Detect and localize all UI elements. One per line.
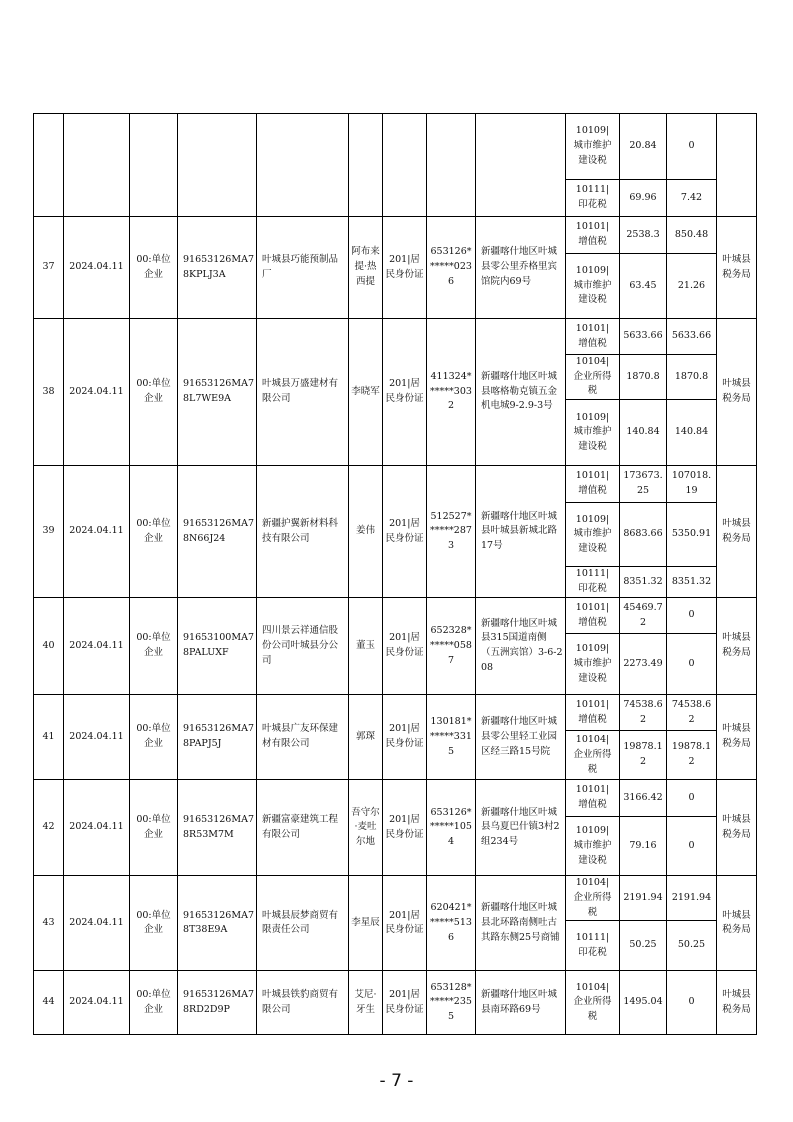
taxpayer-type-cell: 00:单位企业 <box>130 598 178 695</box>
tax-balance-cell: 21.26 <box>667 254 717 319</box>
tax-item-cell <box>566 921 620 971</box>
tax-item-code: 10101| <box>575 322 610 334</box>
company-name-cell: 四川景云祥通信股份公司叶城县分公司 <box>257 598 349 695</box>
company-name-cell: 叶城县巧能预制品厂 <box>257 217 349 319</box>
date-cell: 2024.04.11 <box>64 598 130 695</box>
tax-item-code: 10109| <box>575 513 610 525</box>
legal-person-cell: 董玉 <box>349 598 383 695</box>
tax-balance-cell: 0 <box>667 780 717 817</box>
id-number-cell: 620421******5136 <box>427 876 476 971</box>
tax-item-name: 增值税 <box>578 337 607 349</box>
page-number: - 7 - <box>379 1071 414 1091</box>
tax-amount-cell: 74538.62 <box>620 695 667 731</box>
tax-item-code: 10101| <box>575 784 610 796</box>
credit-code-cell: 91653126MA78L7WE9A <box>178 319 257 466</box>
empty-cell <box>717 114 757 217</box>
tax-item-cell <box>566 466 620 503</box>
date-cell: 2024.04.11 <box>64 971 130 1035</box>
table-row <box>34 695 757 731</box>
id-type-cell: 201|居民身份证 <box>383 598 427 695</box>
tax-balance-cell: 0 <box>667 634 717 695</box>
tax-item-name: 城市维护建设税 <box>573 279 612 306</box>
tax-item-code: 10104| <box>575 877 610 889</box>
table-row <box>34 598 757 634</box>
tax-item-code: 10109| <box>575 125 610 137</box>
date-cell: 2024.04.11 <box>64 466 130 598</box>
company-name-cell: 新疆护翼新材料科技有限公司 <box>257 466 349 598</box>
tax-amount-cell: 2191.94 <box>620 876 667 921</box>
address-cell: 新疆喀什地区叶城县北环路南侧吐古其路东侧25号商铺 <box>476 876 566 971</box>
tax-amount-cell: 8683.66 <box>620 503 667 567</box>
address-cell: 新疆喀什地区叶城县零公里轻工业园区经三路15号院 <box>476 695 566 780</box>
id-type-cell: 201|居民身份证 <box>383 466 427 598</box>
continuation-row <box>34 114 757 180</box>
legal-person-cell: 阿布来提·热西提 <box>349 217 383 319</box>
row-number-cell: 38 <box>34 319 64 466</box>
taxpayer-type-cell: 00:单位企业 <box>130 876 178 971</box>
tax-balance-cell: 50.25 <box>667 921 717 971</box>
address-cell: 新疆喀什地区叶城县315国道南侧（五洲宾馆）3-6-208 <box>476 598 566 695</box>
id-number-cell: 512527******2873 <box>427 466 476 598</box>
address-cell: 新疆喀什地区叶城县南环路69号 <box>476 971 566 1035</box>
tax-item-cell <box>566 971 620 1035</box>
date-cell: 2024.04.11 <box>64 780 130 876</box>
tax-item-name: 印花税 <box>578 583 607 595</box>
table-row <box>34 971 757 1035</box>
tax-balance-cell: 1870.8 <box>667 355 717 400</box>
company-name-cell: 新疆富豪建筑工程有限公司 <box>257 780 349 876</box>
tax-item-code: 10111| <box>575 184 610 196</box>
tax-balance-cell: 5633.66 <box>667 319 717 355</box>
tax-item-code: 10109| <box>575 264 610 276</box>
tax-balance-cell: 0 <box>667 817 717 876</box>
tax-item-code: 10109| <box>575 643 610 655</box>
tax-authority-cell: 叶城县税务局 <box>717 780 757 876</box>
tax-balance-cell: 7.42 <box>667 180 717 217</box>
id-type-cell: 201|居民身份证 <box>383 319 427 466</box>
tax-amount-cell: 2538.3 <box>620 217 667 254</box>
company-name-cell: 叶城县辰梦商贸有限责任公司 <box>257 876 349 971</box>
tax-balance-cell: 8351.32 <box>667 567 717 598</box>
tax-item-code: 10109| <box>575 825 610 837</box>
empty-cell <box>349 114 383 217</box>
id-type-cell: 201|居民身份证 <box>383 217 427 319</box>
tax-item-cell <box>566 598 620 634</box>
tax-arrears-table <box>33 113 757 1035</box>
tax-item-cell <box>566 180 620 217</box>
row-number-cell: 44 <box>34 971 64 1035</box>
tax-item-name: 增值税 <box>578 616 607 628</box>
tax-item-cell <box>566 567 620 598</box>
tax-balance-cell: 2191.94 <box>667 876 717 921</box>
tax-item-name: 增值税 <box>578 485 607 497</box>
tax-item-cell <box>566 780 620 817</box>
tax-balance-cell: 19878.12 <box>667 731 717 780</box>
empty-cell <box>427 114 476 217</box>
address-cell: 新疆喀什地区叶城县乌夏巴什镇3村2组234号 <box>476 780 566 876</box>
tax-authority-cell: 叶城县税务局 <box>717 466 757 598</box>
taxpayer-type-cell: 00:单位企业 <box>130 217 178 319</box>
tax-item-name: 城市维护建设税 <box>573 426 612 453</box>
legal-person-cell: 吾守尔·麦吐尔地 <box>349 780 383 876</box>
tax-amount-cell: 3166.42 <box>620 780 667 817</box>
tax-amount-cell: 19878.12 <box>620 731 667 780</box>
tax-item-name: 企业所得税 <box>573 891 612 918</box>
tax-item-name: 城市维护建设税 <box>573 528 612 555</box>
tax-item-name: 城市维护建设税 <box>573 140 612 166</box>
tax-amount-cell: 50.25 <box>620 921 667 971</box>
tax-item-name: 增值税 <box>578 799 607 811</box>
empty-cell <box>476 114 566 217</box>
legal-person-cell: 艾尼·牙生 <box>349 971 383 1035</box>
tax-authority-cell: 叶城县税务局 <box>717 319 757 466</box>
tax-item-name: 企业所得税 <box>573 370 612 397</box>
table-row <box>34 466 757 503</box>
tax-amount-cell: 45469.72 <box>620 598 667 634</box>
id-number-cell: 652328******0587 <box>427 598 476 695</box>
taxpayer-type-cell: 00:单位企业 <box>130 971 178 1035</box>
id-number-cell: 653126******0236 <box>427 217 476 319</box>
credit-code-cell: 91653126MA78T38E9A <box>178 876 257 971</box>
tax-item-cell <box>566 695 620 731</box>
tax-item-name: 印花税 <box>578 199 607 210</box>
tax-item-code: 10109| <box>575 411 610 423</box>
id-number-cell: 653126******1054 <box>427 780 476 876</box>
tax-balance-cell: 0 <box>667 971 717 1035</box>
tax-item-code: 10101| <box>575 470 610 482</box>
row-number-cell: 43 <box>34 876 64 971</box>
id-type-cell: 201|居民身份证 <box>383 876 427 971</box>
tax-item-code: 10101| <box>575 221 610 233</box>
tax-item-name: 印花税 <box>578 946 607 958</box>
tax-item-name: 企业所得税 <box>573 748 612 775</box>
tax-balance-cell: 140.84 <box>667 400 717 466</box>
taxpayer-type-cell: 00:单位企业 <box>130 780 178 876</box>
address-cell: 新疆喀什地区叶城县叶城县新城北路17号 <box>476 466 566 598</box>
legal-person-cell: 李晓军 <box>349 319 383 466</box>
empty-cell <box>34 114 64 217</box>
credit-code-cell: 91653126MA78N66J24 <box>178 466 257 598</box>
id-type-cell: 201|居民身份证 <box>383 971 427 1035</box>
tax-item-code: 10111| <box>575 568 610 580</box>
tax-balance-cell: 74538.62 <box>667 695 717 731</box>
tax-amount-cell: 69.96 <box>620 180 667 217</box>
tax-item-cell <box>566 319 620 355</box>
tax-balance-cell: 850.48 <box>667 217 717 254</box>
empty-cell <box>130 114 178 217</box>
row-number-cell: 42 <box>34 780 64 876</box>
tax-item-name: 增值税 <box>578 713 607 725</box>
legal-person-cell: 李星辰 <box>349 876 383 971</box>
empty-cell <box>178 114 257 217</box>
address-cell: 新疆喀什地区叶城县零公里乔格里宾馆院内69号 <box>476 217 566 319</box>
tax-amount-cell: 8351.32 <box>620 567 667 598</box>
id-type-cell: 201|居民身份证 <box>383 780 427 876</box>
tax-item-code: 10104| <box>575 981 610 993</box>
tax-balance-cell: 0 <box>667 114 717 180</box>
tax-amount-cell: 5633.66 <box>620 319 667 355</box>
tax-authority-cell: 叶城县税务局 <box>717 695 757 780</box>
credit-code-cell: 91653126MA78RD2D9P <box>178 971 257 1035</box>
id-number-cell: 411324******3032 <box>427 319 476 466</box>
id-number-cell: 130181******3315 <box>427 695 476 780</box>
date-cell: 2024.04.11 <box>64 695 130 780</box>
date-cell: 2024.04.11 <box>64 217 130 319</box>
taxpayer-type-cell: 00:单位企业 <box>130 319 178 466</box>
empty-cell <box>383 114 427 217</box>
empty-cell <box>257 114 349 217</box>
tax-item-code: 10104| <box>575 356 610 367</box>
table-row <box>34 780 757 817</box>
tax-item-code: 10101| <box>575 698 610 710</box>
tax-balance-cell: 107018.19 <box>667 466 717 503</box>
tax-amount-cell: 140.84 <box>620 400 667 466</box>
table-row <box>34 876 757 921</box>
row-number-cell: 37 <box>34 217 64 319</box>
tax-item-cell <box>566 254 620 319</box>
tax-item-name: 增值税 <box>578 236 607 247</box>
empty-cell <box>64 114 130 217</box>
tax-item-cell <box>566 503 620 567</box>
credit-code-cell: 91653126MA78PAPJ5J <box>178 695 257 780</box>
table-row <box>34 217 757 254</box>
tax-item-cell <box>566 400 620 466</box>
credit-code-cell: 91653126MA78KPLJ3A <box>178 217 257 319</box>
tax-amount-cell: 79.16 <box>620 817 667 876</box>
tax-item-name: 企业所得税 <box>573 996 612 1023</box>
tax-item-cell <box>566 217 620 254</box>
credit-code-cell: 91653126MA78R53M7M <box>178 780 257 876</box>
tax-item-cell <box>566 731 620 780</box>
tax-balance-cell: 0 <box>667 598 717 634</box>
tax-authority-cell: 叶城县税务局 <box>717 876 757 971</box>
tax-amount-cell: 173673.25 <box>620 466 667 503</box>
tax-amount-cell: 1870.8 <box>620 355 667 400</box>
tax-item-code: 10101| <box>575 601 610 613</box>
row-number-cell: 40 <box>34 598 64 695</box>
taxpayer-type-cell: 00:单位企业 <box>130 466 178 598</box>
taxpayer-type-cell: 00:单位企业 <box>130 695 178 780</box>
id-number-cell: 653128******2355 <box>427 971 476 1035</box>
tax-item-name: 城市维护建设税 <box>573 657 612 684</box>
tax-authority-cell: 叶城县税务局 <box>717 971 757 1035</box>
tax-item-code: 10111| <box>575 932 610 944</box>
row-number-cell: 41 <box>34 695 64 780</box>
tax-item-cell <box>566 114 620 180</box>
id-type-cell: 201|居民身份证 <box>383 695 427 780</box>
date-cell: 2024.04.11 <box>64 319 130 466</box>
company-name-cell: 叶城县铁豹商贸有限公司 <box>257 971 349 1035</box>
tax-item-cell <box>566 355 620 400</box>
company-name-cell: 叶城县万盛建材有限公司 <box>257 319 349 466</box>
tax-item-cell <box>566 876 620 921</box>
tax-balance-cell: 5350.91 <box>667 503 717 567</box>
tax-authority-cell: 叶城县税务局 <box>717 598 757 695</box>
tax-authority-cell: 叶城县税务局 <box>717 217 757 319</box>
tax-item-cell <box>566 634 620 695</box>
row-number-cell: 39 <box>34 466 64 598</box>
legal-person-cell: 姜伟 <box>349 466 383 598</box>
tax-item-code: 10104| <box>575 734 610 746</box>
date-cell: 2024.04.11 <box>64 876 130 971</box>
tax-amount-cell: 2273.49 <box>620 634 667 695</box>
tax-amount-cell: 1495.04 <box>620 971 667 1035</box>
tax-amount-cell: 63.45 <box>620 254 667 319</box>
tax-item-name: 城市维护建设税 <box>573 839 612 866</box>
table-row <box>34 319 757 355</box>
company-name-cell: 叶城县广友环保建材有限公司 <box>257 695 349 780</box>
legal-person-cell: 郭琛 <box>349 695 383 780</box>
credit-code-cell: 91653100MA78PALUXF <box>178 598 257 695</box>
tax-amount-cell: 20.84 <box>620 114 667 180</box>
tax-item-cell <box>566 817 620 876</box>
address-cell: 新疆喀什地区叶城县喀格勒克镇五金机电城9-2.9-3号 <box>476 319 566 466</box>
